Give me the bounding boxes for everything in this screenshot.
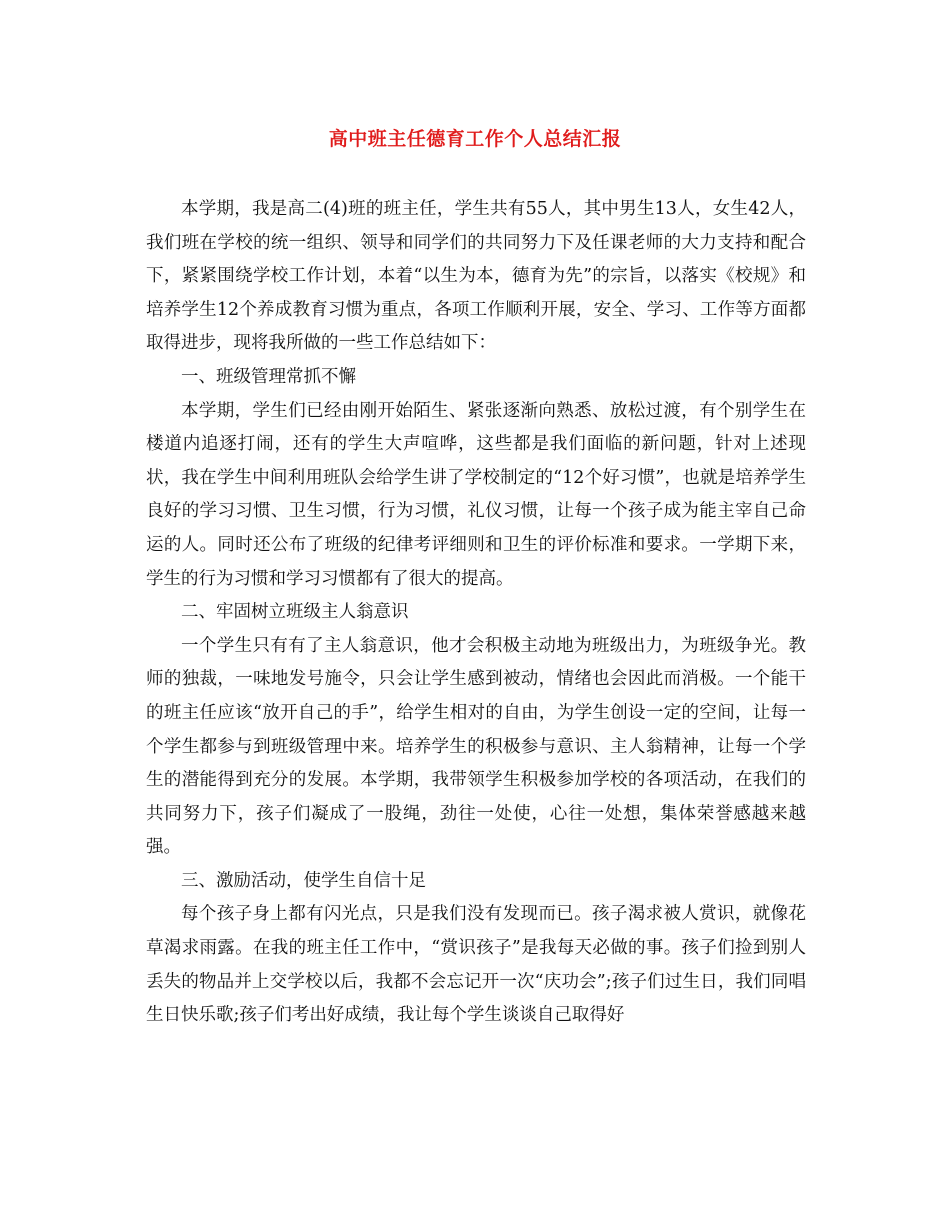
paragraph-section-1: 本学期，学生们已经由刚开始陌生、紧张逐渐向熟悉、放松过渡，有个别学生在楼道内追逐打闹，还有的学生大声喧哗，这些都是我们面临的新问题，针对上述现状，我在学生中间利用班队会给学生讲了学校制定的“12个好习惯”，也就是培养学生良好的学习习惯、卫生习惯，行为习惯，礼仪习惯，让每一个孩子成为能主宰自己命运的人。同时还公布了班级的纪律考评细则和卫生的评价标准和要求。一学期下来，学生的行为习惯和学习习惯都有了很大的提高。 <box>146 400 806 589</box>
document-title: 高中班主任德育工作个人总结汇报 <box>328 128 622 150</box>
document-body <box>146 193 806 1033</box>
paragraph-section-2: 一个学生只有有了主人翁意识，他才会积极主动地为班级出力，为班级争光。教师的独裁，一味地发号施令，只会让学生感到被动，情绪也会因此而消极。一个能干的班主任应该“放开自己的手”，给学生相对的自由，为学生创设一定的空间，让每一个学生都参与到班级管理中来。培养学生的积极参与意识、主人翁精神，让每一个学生的潜能得到充分的发展。本学期，我带领学生积极参加学校的各项活动，在我们的共同努力下，孩子们凝成了一股绳，劲往一处使，心往一处想，集体荣誉感越来越强。 <box>146 635 806 858</box>
section-heading-1: 一、班级管理常抓不懈 <box>181 366 356 387</box>
section-heading-2: 二、牢固树立班级主人翁意识 <box>181 602 409 623</box>
paragraph-section-3: 每个孩子身上都有闪光点，只是我们没有发现而已。孩子渴求被人赏识，就像花草渴求雨露。在我的班主任工作中，“赏识孩子”是我每天必做的事。孩子们捡到别人丢失的物品并上交学校以后，我都不会忘记开一次“庆功会”;孩子们过生日，我们同唱生日快乐歌;孩子们考出好成绩，我让每个学生谈谈自己取得好 <box>146 904 806 1026</box>
paragraph-intro: 本学期，我是高二(4)班的班主任，学生共有55人，其中男生13人，女生42人，我们班在学校的统一组织、领导和同学们的共同努力下及任课老师的大力支持和配合下，紧紧围绕学校工作计划，本着“以生为本，德育为先”的宗旨，以落实《校规》和培养学生12个养成教育习惯为重点，各项工作顺利开展，安全、学习、工作等方面都取得进步，现将我所做的一些工作总结如下： <box>146 199 806 354</box>
section-heading-3: 三、激励活动，使学生自信十足 <box>181 870 426 891</box>
